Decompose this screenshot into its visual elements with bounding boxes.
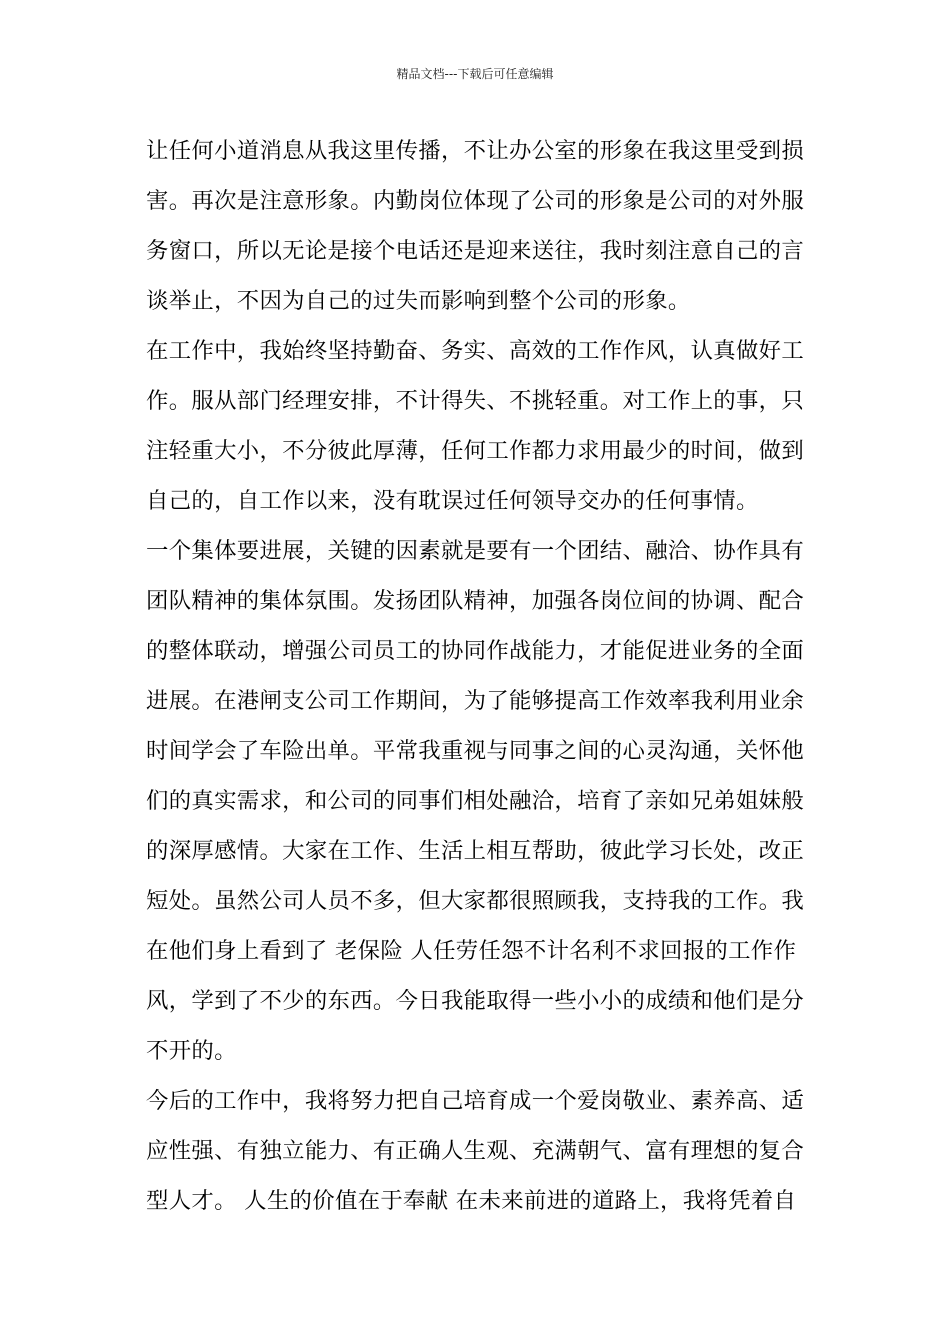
text-line: 团队精神的集体氛围。发扬团队精神，加强各岗位间的协调、配合 xyxy=(146,588,805,614)
text-line: 短处。虽然公司人员不多，但大家都很照顾我，支持我的工作。我 xyxy=(146,888,805,914)
text-line: 在工作中，我始终坚持勤奋、务实、高效的工作作风，认真做好工 xyxy=(146,338,805,364)
text-line: 们的真实需求，和公司的同事们相处融洽，培育了亲如兄弟姐妹般 xyxy=(146,788,805,814)
text-line: 不开的。 xyxy=(146,1038,237,1064)
text-line: 进展。在港闸支公司工作期间，为了能够提高工作效率我利用业余 xyxy=(146,688,805,714)
text-line: 在他们身上看到了 老保险 人任劳任怨不计名利不求回报的工作作 xyxy=(146,938,797,964)
text-line: 的深厚感情。大家在工作、生活上相互帮助，彼此学习长处，改正 xyxy=(146,838,805,864)
text-line: 务窗口，所以无论是接个电话还是迎来送往，我时刻注意自己的言 xyxy=(146,238,805,264)
text-line: 时间学会了车险出单。平常我重视与同事之间的心灵沟通，关怀他 xyxy=(146,738,805,764)
text-line: 自己的，自工作以来，没有耽误过任何领导交办的任何事情。 xyxy=(146,488,759,514)
text-line: 害。再次是注意形象。内勤岗位体现了公司的形象是公司的对外服 xyxy=(146,188,805,214)
text-line: 谈举止，不因为自己的过失而影响到整个公司的形象。 xyxy=(146,288,691,314)
text-line: 应性强、有独立能力、有正确人生观、充满朝气、富有理想的复合 xyxy=(146,1138,805,1164)
text-line: 一个集体要进展，关键的因素就是要有一个团结、融洽、协作具有 xyxy=(146,538,805,564)
text-line: 的整体联动，增强公司员工的协同作战能力，才能促进业务的全面 xyxy=(146,638,805,664)
text-line: 型人才。 人生的价值在于奉献 在未来前进的道路上，我将凭着自 xyxy=(146,1188,797,1214)
text-line: 风，学到了不少的东西。今日我能取得一些小小的成绩和他们是分 xyxy=(146,988,805,1014)
page-header: 精品文档---下载后可任意编辑 xyxy=(396,67,554,81)
text-line: 注轻重大小，不分彼此厚薄，任何工作都力求用最少的时间，做到 xyxy=(146,438,805,464)
text-line: 今后的工作中，我将努力把自己培育成一个爱岗敬业、素养高、适 xyxy=(146,1088,805,1114)
text-line: 让任何小道消息从我这里传播，不让办公室的形象在我这里受到损 xyxy=(146,138,805,164)
text-line: 作。服从部门经理安排，不计得失、不挑轻重。对工作上的事，只 xyxy=(146,388,805,414)
